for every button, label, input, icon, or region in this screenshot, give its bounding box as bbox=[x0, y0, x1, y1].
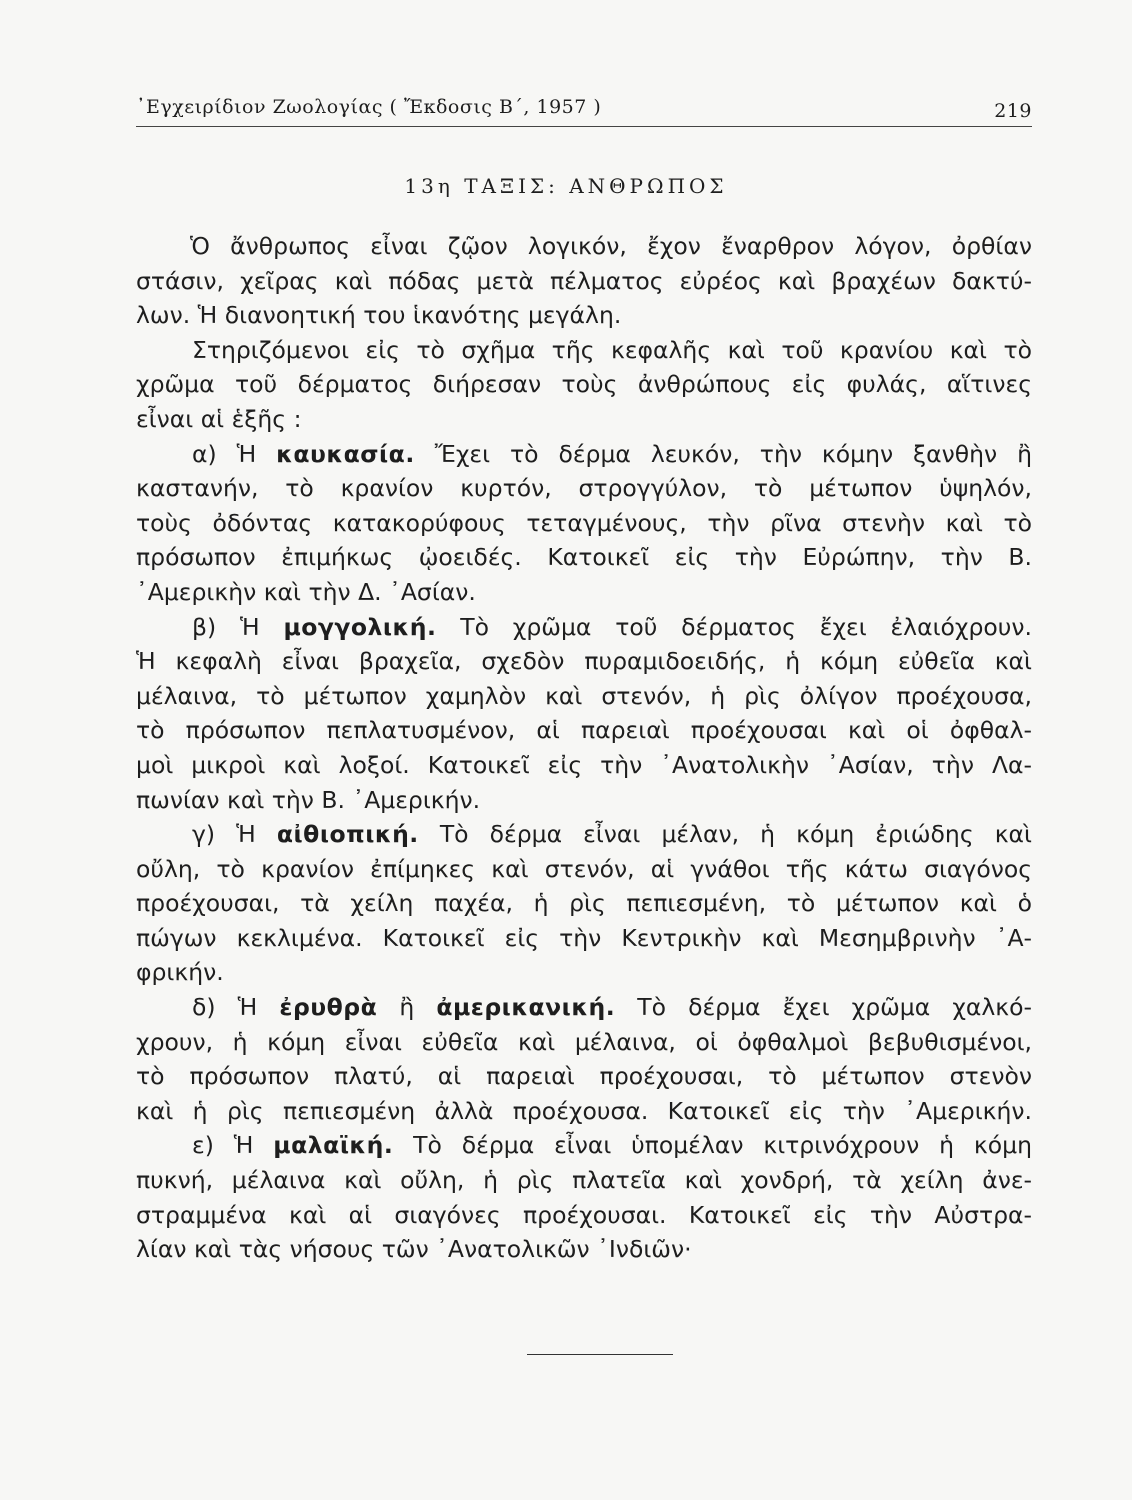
text-line: καστανήν, τὸ κρανίον κυρτόν, στρογγύλον, τὸ μέτωπον ὑψηλόν, bbox=[136, 474, 1032, 503]
item-text: Τὸ δέρμα εἶναι μέλαν, ἡ κόμη ἐριώδης καὶ bbox=[418, 820, 1032, 849]
page-number: 219 bbox=[994, 100, 1032, 122]
item-prefix: α) Ἡ bbox=[192, 439, 277, 468]
text-line bbox=[136, 1128, 1032, 1163]
text-line: πώγων κεκλιμένα. Κατοικεῖ εἰς τὴν Κεντρικὴν καὶ Μεσημβρινὴν ᾿Α- bbox=[136, 923, 1032, 952]
item-prefix: ε) Ἡ bbox=[192, 1131, 274, 1160]
text-line: καὶ ἡ ρὶς πεπιεσμένη ἀλλὰ προέχουσα. Κατοικεῖ εἰς τὴν ᾿Αμερικήν. bbox=[136, 1096, 1032, 1125]
body-text bbox=[136, 229, 1032, 1267]
race-label: ἀμερικανική. bbox=[436, 993, 616, 1022]
race-label: ἐρυθρὰ bbox=[279, 993, 378, 1022]
text-line: τὸ πρόσωπον πλατύ, αἱ παρειαὶ προέχουσαι, τὸ μέτωπον στενὸν bbox=[136, 1062, 1032, 1091]
item-text: ἢ bbox=[377, 993, 437, 1022]
text-line: φρικήν. bbox=[136, 958, 224, 987]
text-line: λίαν καὶ τὰς νήσους τῶν ᾿Ανατολικῶν ᾿Ινδιῶν· bbox=[136, 1235, 692, 1264]
text-line: ᾿Αμερικὴν καὶ τὴν Δ. ᾿Ασίαν. bbox=[136, 577, 476, 606]
item-text: Τὸ χρῶμα τοῦ δέρματος ἔχει ἐλαιόχρουν. bbox=[436, 612, 1032, 641]
text-line: πυκνή, μέλαινα καὶ οὔλη, ἡ ρὶς πλατεῖα καὶ χονδρή, τὰ χείλη ἀνε- bbox=[136, 1166, 1032, 1195]
text-line: Ἡ κεφαλὴ εἶναι βραχεῖα, σχεδὸν πυραμιδοειδής, ἡ κόμη εὐθεῖα καὶ bbox=[136, 647, 1032, 676]
running-head bbox=[136, 92, 1032, 126]
text-line bbox=[136, 610, 1032, 645]
text-line: στραμμένα καὶ αἱ σιαγόνες προέχουσαι. Κατοικεῖ εἰς τὴν Αὐστρα- bbox=[136, 1200, 1032, 1229]
item-prefix: γ) Ἡ bbox=[192, 820, 277, 849]
text-line: στάσιν, χεῖρας καὶ πόδας μετὰ πέλματος εὐρέος καὶ βραχέων δακτύ- bbox=[136, 266, 1032, 295]
text-line: εἶναι αἱ ἑξῆς : bbox=[136, 404, 302, 433]
race-label: μογγολική. bbox=[283, 612, 437, 641]
text-line: χρῶμα τοῦ δέρματος διήρεσαν τοὺς ἀνθρώπους εἰς φυλάς, αἵτινες bbox=[136, 370, 1032, 399]
text-line: Ὁ ἄνθρωπος εἶναι ζῷον λογικόν, ἔχον ἔναρθρον λόγον, ὀρθίαν bbox=[190, 232, 1032, 260]
text-line: πωνίαν καὶ τὴν Β. ᾿Αμερικήν. bbox=[136, 785, 481, 814]
item-prefix: β) Ἡ bbox=[192, 612, 284, 641]
text-line: μέλαινα, τὸ μέτωπον χαμηλὸν καὶ στενόν, ἡ ρὶς ὀλίγον προέχουσα, bbox=[136, 681, 1032, 710]
item-prefix: δ) Ἡ bbox=[192, 993, 280, 1022]
text-line: πρόσωπον ἐπιμήκως ᾠοειδές. Κατοικεῖ εἰς τὴν Εὐρώπην, τὴν Β. bbox=[136, 543, 1032, 572]
text-line: λων. Ἡ διανοητική του ἱκανότης μεγάλη. bbox=[136, 301, 622, 330]
text-line: χρουν, ἡ κόμη εἶναι εὐθεῖα καὶ μέλαινα, οἱ ὀφθαλμοὶ βεβυθισμένοι, bbox=[136, 1027, 1032, 1056]
item-text: Τὸ δέρμα ἔχει χρῶμα χαλκό- bbox=[615, 993, 1033, 1022]
end-rule bbox=[527, 1354, 673, 1355]
header-rule bbox=[136, 126, 1032, 127]
text-line bbox=[136, 437, 1032, 472]
text-line: Στηριζόμενοι εἰς τὸ σχῆμα τῆς κεφαλῆς καὶ τοῦ κρανίου καὶ τὸ bbox=[192, 335, 1032, 364]
text-line: μοὶ μικροὶ καὶ λοξοί. Κατοικεῖ εἰς τὴν ᾿Ανατολικὴν ᾿Ασίαν, τὴν Λα- bbox=[136, 750, 1032, 779]
text-line: τοὺς ὀδόντας κατακορύφους τεταγμένους, τὴν ρῖνα στενὴν καὶ τὸ bbox=[136, 508, 1032, 537]
text-line: προέχουσαι, τὰ χείλη παχέα, ἡ ρὶς πεπιεσμένη, τὸ μέτωπον καὶ ὁ bbox=[136, 889, 1032, 918]
text-line bbox=[136, 990, 1032, 1025]
race-label: καυκασία. bbox=[276, 439, 415, 468]
running-head-title: ᾿Εγχειρίδιον Ζωολογίας ( Ἔκδοσις Β΄, 1957 ) bbox=[136, 96, 602, 118]
race-label: μαλαϊκή. bbox=[273, 1131, 394, 1160]
section-heading: 13η ΤΑΞΙΣ: ΑΝΘΡΩΠΟΣ bbox=[404, 174, 728, 198]
race-label: αἰθιοπική. bbox=[276, 820, 419, 849]
item-text: Τὸ δέρμα εἶναι ὑπομέλαν κιτρινόχρουν ἡ κόμη bbox=[393, 1131, 1033, 1160]
text-line bbox=[136, 817, 1032, 852]
item-text: Ἔχει τὸ δέρμα λευκόν, τὴν κόμην ξανθὴν ἢ bbox=[414, 439, 1032, 468]
text-line: τὸ πρόσωπον πεπλατυσμένον, αἱ παρειαὶ προέχουσαι καὶ οἱ ὀφθαλ- bbox=[136, 716, 1032, 745]
text-line: οὔλη, τὸ κρανίον ἐπίμηκες καὶ στενόν, αἱ γνάθοι τῆς κάτω σιαγόνος bbox=[136, 854, 1032, 883]
